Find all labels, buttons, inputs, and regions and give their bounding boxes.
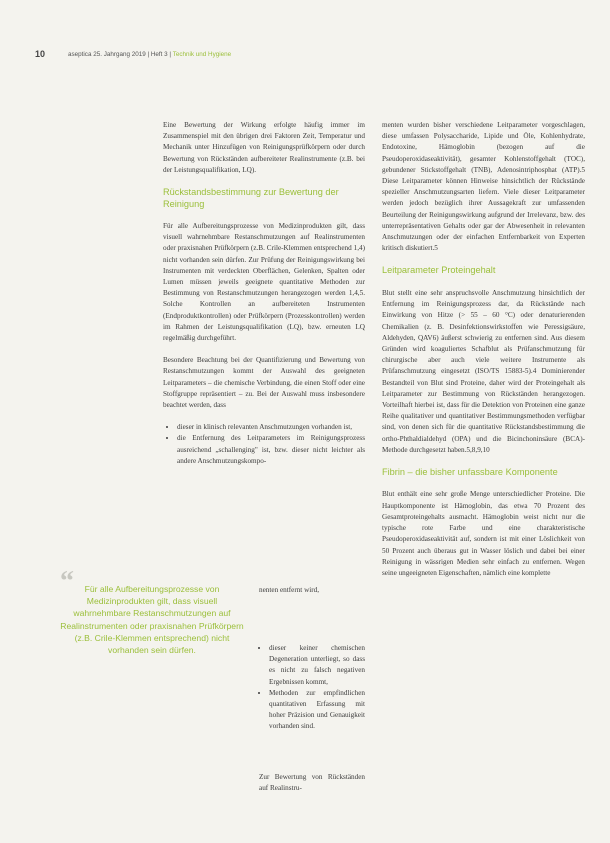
mid-column-list xyxy=(259,643,365,744)
paragraph: Blut stellt eine sehr anspruchsvolle Anschmutzung hinsichtlich der Entfernung im Reinigungsprozess dar, da Rückstände nach Einwirkung von Hitze (> 55 – 60 °C) oder denaturierenden Chemikalien (z. B. Desinfektionswirkstoffen wie Peressigsäure, Aldehyden, QAV6) äußerst schwierig zu entfernen sind. Aus diesem Gründen wird koaguliertes Schafblut als Prüfanschmutzung für chirurgische aber auch viele weitere Instrumente als Prüfanschmutzung eingesetzt (ISO/TS 15883-5).4 Dominierender Bestandteil von Blut sind Proteine, daher wird der Proteingehalt als Leitparameter zur Bestimmung von Rückständen herangezogen. Vorteilhaft hierbei ist, dass für die Detektion von Proteinen eine ganze Reihe qualitativer und quantitativer Bestimmungsmethoden verfügbar sind, von denen sich für die quantitative Rückstandsbestimmung die ortho-Phthaldialdehyd (OPA) und die Bicinchoninsäure (BCA)-Methode durchgesetzt haben.5,8,9,10 xyxy=(382,288,585,454)
paragraph: Eine Bewertung der Wirkung erfolgte häufig immer im Zusammenspiel mit den übrigen drei Faktoren Zeit, Temperatur und Mechanik unter Hinzufügen von Reinigungsprüfkörpern oder durch Bewertung von Rückständen aufbereiteter Realinstrumente (z.B. bei der Leistungsqualifikation, LQ). xyxy=(163,121,365,174)
left-column xyxy=(163,120,365,478)
list-item: • Methoden zur empfindlichen quantitativen Erfassung mit hoher Präzision und Genauigkeit vorhanden sind. xyxy=(269,688,365,733)
journal-name: aseptica 25. Jahrgang 2019 | Heft 3 | xyxy=(68,51,173,58)
right-column xyxy=(382,120,585,590)
section-heading: Rückstandsbestimmung zur Bewertung der Reinigung xyxy=(163,187,339,209)
paragraph: nenten entfernt wird, xyxy=(259,586,320,594)
quote-mark-icon: “ xyxy=(60,566,74,597)
bullet-list xyxy=(163,422,365,467)
paragraph: menten wurden bisher verschiedene Leitparameter vorgeschlagen, diese umfassen Polysaccharide, Lipide und Öle, Kohlenhydrate, Endotoxine, Hämoglobin (bezogen auf die Pseudoperoxidaseaktivität), gesamter Kohlenstoffgehalt (TOC), gebundener Stickstoffgehalt (TNB), Adenosintriphosphat (ATP).5 Diese Leitparameter können Hinweise hinsichtlich der Rückstände spezieller Anschmutzungsarten liefern. Viele dieser Leitparameter werden jedoch bezüglich ihrer Aussagekraft zur umfassenden Beurteilung der Reinigungswirkung aufgrund der Irrelevanz, bzw. des unterrepräsentativen Gehalts oder gar der Abwesenheit in relevanten Anschmutzungen oder der einfachen Entfernbarkeit von Experten kritisch diskutiert.5 xyxy=(382,121,585,253)
bullet-list xyxy=(259,643,365,733)
page-number: 10 xyxy=(35,49,46,59)
pull-quote: Für alle Aufbereitungsprozesse von Medizinprodukten gilt, dass visuell wahrnehmbare Restanschmutzungen auf Realinstrumenten oder praxisnahen Prüfkörpern (z.B. Crile-Klemmen entsprechend) nicht vorhanden sein dürfen. xyxy=(60,584,244,656)
section-name: Technik und Hygiene xyxy=(172,51,232,58)
mid-column xyxy=(259,585,365,607)
paragraph: Für alle Aufbereitungsprozesse von Medizinprodukten gilt, dass visuell wahrnehmbare Restanschmutzungen auf Realinstrumenten oder praxisnahen Prüfkörpern (z.B. Crile-Klemmen entsprechend 1,4) nicht vorhanden sein dürfen. Zur Prüfung der Reinigungswirkung bei Instrumenten mit verdeckten Oberflächen, Gelenken, Spalten oder Lumen müssen jeweils geeignete quantitative Methoden zur Bestimmung von Restanschmutzungen herangezogen werden 1,4,5. Solche Kontrollen an aufbereiteten Instrumenten (Endproduktkontrollen) oder Prüfkörpern (Prozesskontrollen) werden im Rahmen der Leistungsqualifikation (LQ), bzw. erneuten LQ regelmäßig durchgeführt. xyxy=(163,222,365,343)
list-item: • dieser in klinisch relevanten Anschmutzungen vorhanden ist, xyxy=(177,422,365,433)
paragraph: Zur Bewertung von Rückständen auf Realinstru- xyxy=(259,773,365,793)
page-header xyxy=(0,49,610,63)
journal-info xyxy=(68,51,231,58)
section-heading: Fibrin – die bisher unfassbare Komponente xyxy=(382,466,558,477)
mid-column-tail xyxy=(259,772,365,805)
paragraph: Besondere Beachtung bei der Quantifizierung und Bewertung von Restanschmutzungen kommt der Auswahl des geeigneten Leitparameters – die chemische Verbindung, die einen Stoff oder eine Stoffgruppe repräsentiert – zu. Bei der Auswahl muss insbesondere beachtet werden, dass xyxy=(163,356,365,410)
list-item: • dieser keiner chemischen Degeneration unterliegt, so dass es nicht zu falsch negativen Ergebnissen kommt, xyxy=(269,643,365,688)
section-heading: Leitparameter Proteingehalt xyxy=(382,265,496,276)
list-item: • die Entfernung des Leitparameters im Reinigungsprozess ausreichend „schallenging" ist, bzw. dieser nicht leichter als andere Anschmutzungskompo- xyxy=(177,433,365,467)
paragraph: Blut enthält eine sehr große Menge unterschiedlicher Proteine. Die Hauptkomponente ist Hämoglobin, das etwa 70 Prozent des Gesamtproteingehalts ausmacht. Hämoglobin weist nicht nur die typische rote Farbe und eine charakteristische Pseudoperoxidaseaktivität auf, sondern ist mit einer Löslichkeit von 50 Prozent auch überaus gut in Wasser löslich und dabei bei einer Reinigung in wässrigen Medien sehr einfach zu entfernen. Wegen seine ungeeigneten Eigenschaften, nämlich eine komplette xyxy=(382,490,585,577)
